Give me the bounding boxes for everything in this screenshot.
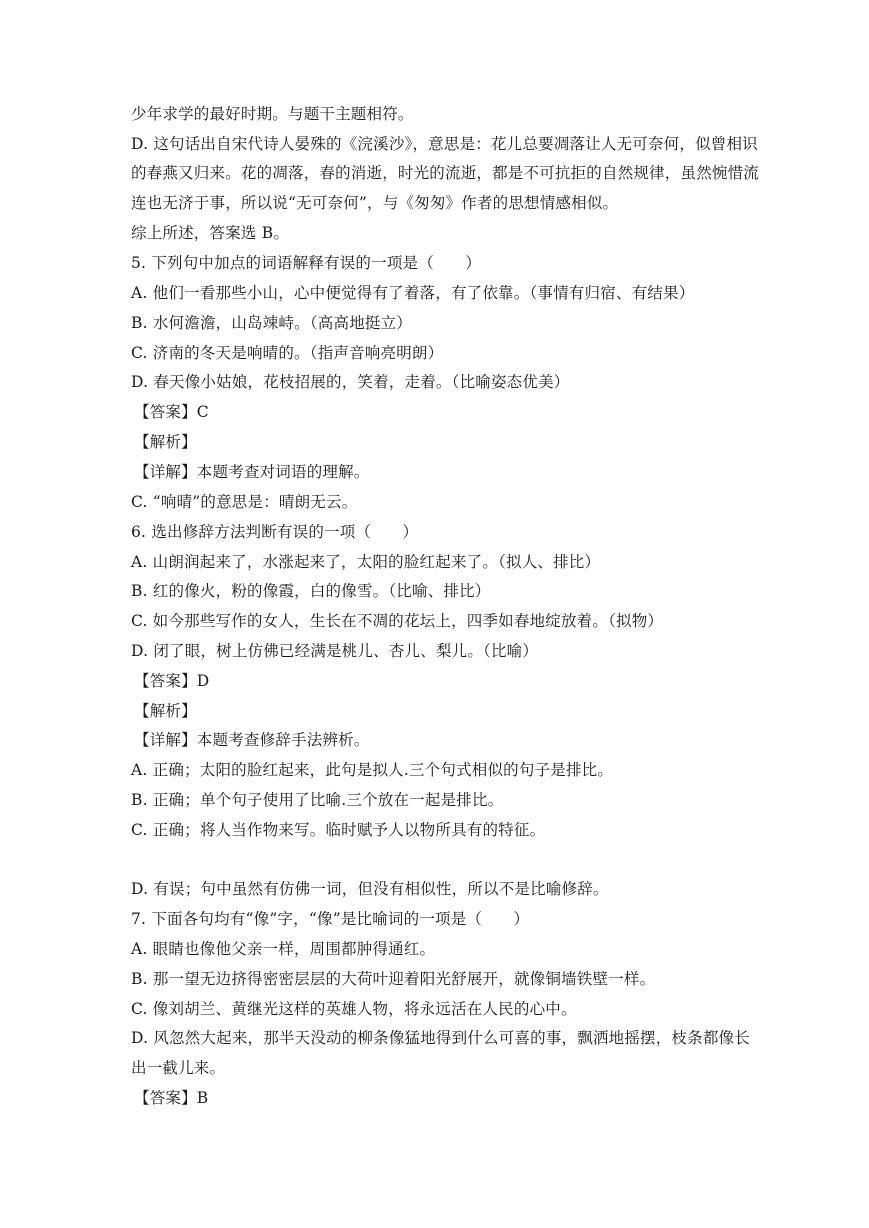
option-line: D. 风忽然大起来，那半天没动的柳条像猛地得到什么可喜的事，飘洒地摇摆，枝条都像长 <box>131 1029 750 1047</box>
option-line: C. 像刘胡兰、黄继光这样的英雄人物，将永远活在人民的心中。 <box>131 1000 577 1018</box>
answer-label: 【答案】B <box>134 1089 209 1107</box>
text-line: B. 正确；单个句子使用了比喻.三个放在一起是排比。 <box>131 791 504 809</box>
option-line: A. 眼睛也像他父亲一样，周围都肿得通红。 <box>131 940 436 958</box>
text-line: 少年求学的最好时期。与题干主题相符。 <box>131 105 414 123</box>
answer-label: 【答案】C <box>134 403 209 421</box>
text-line: C. 正确；将人当作物来写。临时赋予人以物所具有的特征。 <box>131 821 546 839</box>
option-line: C. 如今那些写作的女人，生长在不凋的花坛上，四季如春地绽放着。（拟物） <box>131 612 664 630</box>
analysis-label: 【解析】 <box>134 702 197 720</box>
text-line: 出一截儿来。 <box>131 1059 226 1077</box>
analysis-label: 【解析】 <box>134 433 197 451</box>
detail-line: 【详解】本题考查对词语的理解。 <box>134 463 370 481</box>
option-line: A. 山朗润起来了，水涨起来了，太阳的脸红起来了。（拟人、排比） <box>131 553 601 571</box>
option-line: C. 济南的冬天是响晴的。（指声音响亮明朗） <box>131 344 444 362</box>
detail-line: 【详解】本题考查修辞手法辨析。 <box>134 731 370 749</box>
question-title: 7. 下面各句均有“像”字，“像”是比喻词的一项是（ ） <box>131 910 530 928</box>
text-line: D. 有误；句中虽然有仿佛一词，但没有相似性，所以不是比喻修辞。 <box>131 880 609 898</box>
option-line: D. 春天像小姑娘，花枝招展的，笑着，走着。（比喻姿态优美） <box>131 373 570 391</box>
text-line: 的春燕又归来。花的凋落，春的消逝，时光的流逝，都是不可抗拒的自然规律，虽然惋惜流 <box>131 164 760 182</box>
option-line: B. 那一望无边挤得密密层层的大荷叶迎着阳光舒展开，就像铜墙铁壁一样。 <box>131 970 656 988</box>
text-line: C. “响晴”的意思是：晴朗无云。 <box>131 493 358 511</box>
text-line: 综上所述，答案选 B。 <box>131 224 290 242</box>
question-title: 5. 下列句中加点的词语解释有误的一项是（ ） <box>131 254 482 272</box>
option-line: B. 红的像火，粉的像霞，白的像雪。（比喻、排比） <box>131 582 491 600</box>
option-line: D. 闭了眼，树上仿佛已经满是桃儿、杏儿、梨儿。（比喻） <box>131 642 539 660</box>
text-line: D. 这句话出自宋代诗人晏殊的《浣溪沙》，意思是：花儿总要凋落让人无可奈何，似曾相识 <box>131 135 758 153</box>
text-line: A. 正确；太阳的脸红起来，此句是拟人.三个句式相似的句子是排比。 <box>131 761 614 779</box>
answer-label: 【答案】D <box>134 672 210 690</box>
text-line: 连也无济于事，所以说“无可奈何”，与《匆匆》作者的思想情感相似。 <box>131 194 619 212</box>
option-line: A. 他们一看那些小山，心中便觉得有了着落，有了依靠。（事情有归宿、有结果） <box>131 284 695 302</box>
question-title: 6. 选出修辞方法判断有误的一项（ ） <box>131 523 419 541</box>
option-line: B. 水何澹澹，山岛竦峙。（高高地挺立） <box>131 314 412 332</box>
